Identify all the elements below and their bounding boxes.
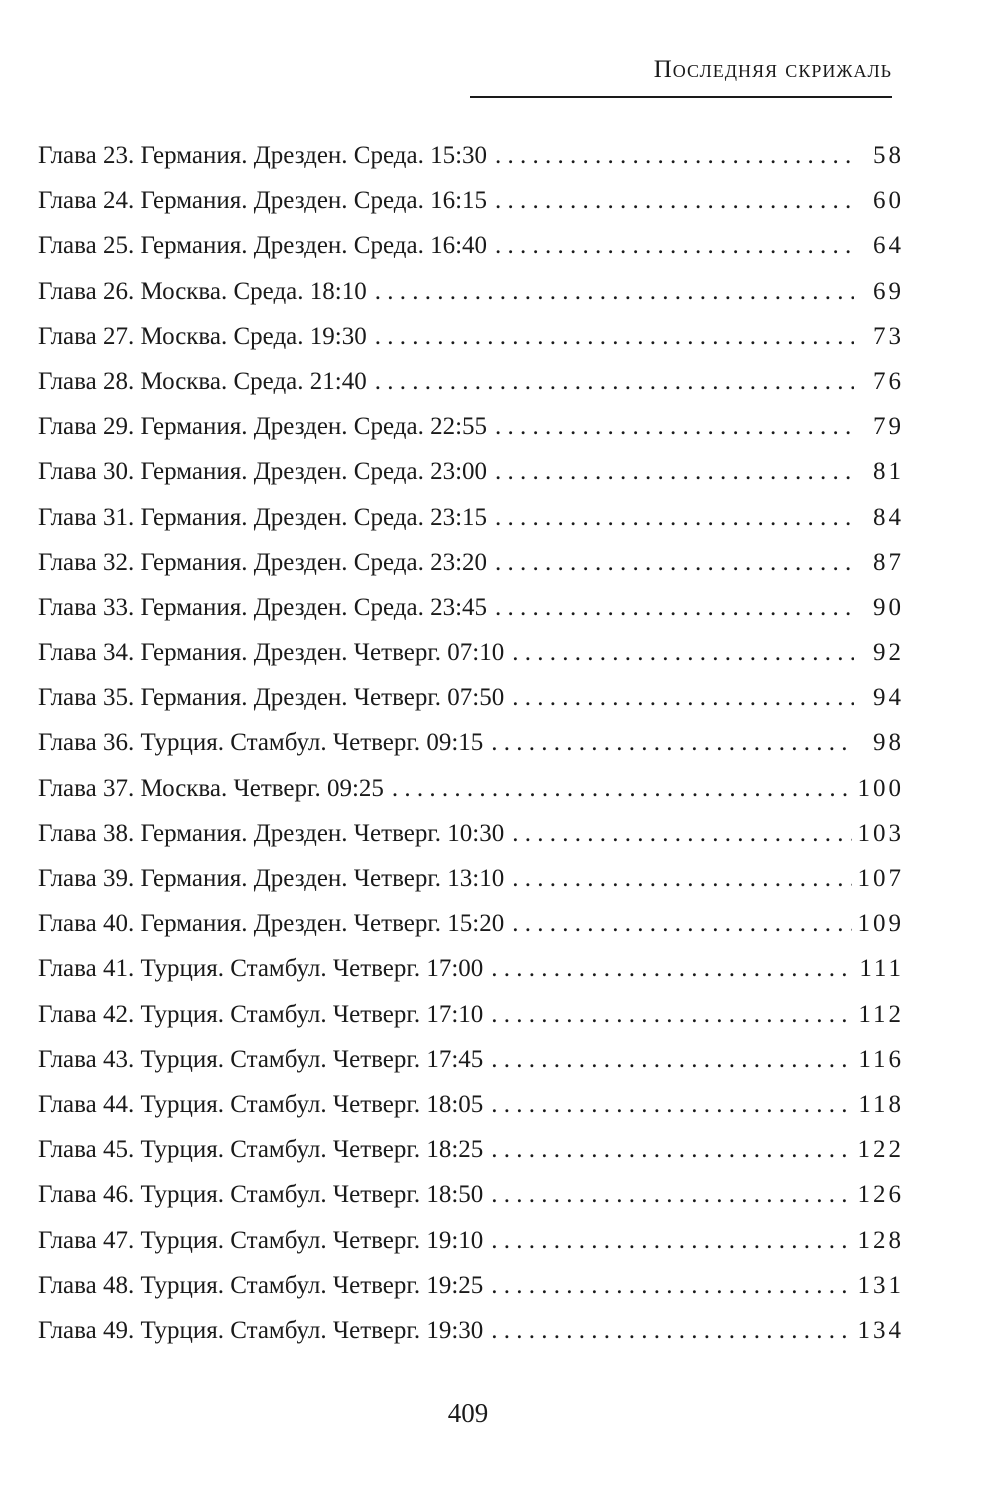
toc-entry <box>38 1091 904 1136</box>
toc-entry-page: 126 <box>857 1181 904 1209</box>
toc-dot-leader <box>495 187 854 215</box>
toc-entry-page: 128 <box>857 1226 904 1254</box>
page-number: 409 <box>447 1398 489 1428</box>
toc-entry-page: 116 <box>858 1045 904 1073</box>
toc-entry-page: 90 <box>873 593 904 621</box>
toc-entry <box>38 1181 904 1226</box>
toc-entry-page: 94 <box>873 684 904 712</box>
toc-entry-title: Глава 24. Германия. Дрезден. Среда. 16:15 <box>38 187 488 215</box>
toc-entry <box>38 1136 904 1181</box>
toc-dot-leader <box>495 594 854 622</box>
toc-dot-leader <box>495 413 854 441</box>
toc-entry <box>38 594 904 639</box>
toc-entry <box>38 1317 904 1362</box>
toc-entry-title: Глава 39. Германия. Дрезден. Четверг. 13:10 <box>38 865 505 892</box>
toc-entry <box>38 187 904 232</box>
toc-dot-leader <box>495 142 854 170</box>
toc-entry-page: 100 <box>857 774 904 802</box>
toc-entry-title: Глава 47. Турция. Стамбул. Четверг. 19:10 <box>38 1226 484 1254</box>
toc-dot-leader <box>375 323 854 351</box>
toc-entry-title: Глава 23. Германия. Дрезден. Среда. 15:30 <box>38 142 488 169</box>
toc-dot-leader <box>375 368 854 396</box>
toc-entry-title: Глава 25. Германия. Дрезден. Среда. 16:40 <box>38 232 488 260</box>
toc-entry-page: 131 <box>857 1271 904 1299</box>
toc-dot-leader <box>392 775 852 803</box>
toc-entry-page: 112 <box>858 1000 904 1028</box>
toc-entry-title: Глава 35. Германия. Дрезден. Четверг. 07:50 <box>38 684 505 712</box>
toc-entry-page: 64 <box>873 232 904 260</box>
toc-entry <box>38 1046 904 1091</box>
toc-entry-page: 58 <box>873 142 904 169</box>
toc-entry <box>38 368 904 413</box>
toc-dot-leader <box>512 639 854 667</box>
toc-dot-leader <box>491 1317 851 1345</box>
toc-entry-page: 79 <box>873 413 904 441</box>
toc-entry-title: Глава 28. Москва. Среда. 21:40 <box>38 367 367 395</box>
toc-dot-leader <box>495 549 854 577</box>
toc-entry <box>38 865 904 910</box>
toc-entry-page: 84 <box>873 503 904 531</box>
toc-entry-title: Глава 27. Москва. Среда. 19:30 <box>38 322 367 350</box>
toc-entry <box>38 1272 904 1317</box>
running-header: Последняя скрижаль <box>653 56 892 83</box>
toc-entry <box>38 1227 904 1272</box>
toc-entry-title: Глава 34. Германия. Дрезден. Четверг. 07:10 <box>38 639 505 667</box>
toc-entry <box>38 910 904 955</box>
toc-entry <box>38 142 904 187</box>
table-of-contents <box>38 142 904 1362</box>
toc-entry-page: 103 <box>857 819 904 847</box>
toc-dot-leader <box>512 865 851 893</box>
toc-dot-leader <box>491 1181 851 1209</box>
header-rule <box>470 96 892 98</box>
toc-entry-title: Глава 40. Германия. Дрезден. Четверг. 15:20 <box>38 910 505 938</box>
toc-entry-title: Глава 41. Турция. Стамбул. Четверг. 17:00 <box>38 955 484 983</box>
toc-entry-page: 111 <box>859 955 904 983</box>
toc-entry-title: Глава 26. Москва. Среда. 18:10 <box>38 277 367 305</box>
toc-entry <box>38 549 904 594</box>
toc-entry <box>38 323 904 368</box>
toc-dot-leader <box>491 1046 852 1074</box>
toc-entry-page: 134 <box>857 1316 904 1344</box>
toc-dot-leader <box>491 1091 852 1119</box>
toc-dot-leader <box>512 820 851 848</box>
toc-dot-leader <box>512 684 854 712</box>
toc-entry-page: 118 <box>858 1090 904 1118</box>
toc-entry-title: Глава 32. Германия. Дрезден. Среда. 23:20 <box>38 548 488 576</box>
toc-entry <box>38 820 904 865</box>
toc-entry-title: Глава 46. Турция. Стамбул. Четверг. 18:50 <box>38 1181 484 1209</box>
toc-entry-page: 76 <box>873 367 904 395</box>
toc-dot-leader <box>512 910 851 938</box>
toc-entry <box>38 1001 904 1046</box>
toc-entry-page: 60 <box>873 187 904 215</box>
toc-dot-leader <box>491 1227 851 1255</box>
toc-entry-page: 107 <box>857 865 904 892</box>
toc-entry-page: 87 <box>873 548 904 576</box>
toc-entry <box>38 278 904 323</box>
toc-dot-leader <box>495 458 854 486</box>
toc-entry-title: Глава 45. Турция. Стамбул. Четверг. 18:25 <box>38 1136 484 1164</box>
toc-entry-title: Глава 33. Германия. Дрезден. Среда. 23:45 <box>38 593 488 621</box>
toc-dot-leader <box>491 1136 851 1164</box>
toc-entry-title: Глава 48. Турция. Стамбул. Четверг. 19:25 <box>38 1271 484 1299</box>
toc-dot-leader <box>375 278 854 306</box>
toc-dot-leader <box>491 1272 851 1300</box>
toc-entry-page: 122 <box>857 1136 904 1164</box>
toc-entry-page: 73 <box>873 322 904 350</box>
toc-entry-page: 69 <box>873 277 904 305</box>
toc-dot-leader <box>495 504 854 532</box>
toc-entry-title: Глава 49. Турция. Стамбул. Четверг. 19:30 <box>38 1316 484 1344</box>
toc-entry-title: Глава 37. Москва. Четверг. 09:25 <box>38 774 384 802</box>
toc-entry <box>38 955 904 1000</box>
toc-dot-leader <box>491 1001 852 1029</box>
toc-entry <box>38 775 904 820</box>
toc-entry <box>38 504 904 549</box>
toc-entry-title: Глава 44. Турция. Стамбул. Четверг. 18:05 <box>38 1090 484 1118</box>
toc-entry <box>38 639 904 684</box>
toc-entry <box>38 684 904 729</box>
toc-entry-title: Глава 29. Германия. Дрезден. Среда. 22:55 <box>38 413 488 441</box>
toc-dot-leader <box>495 232 854 260</box>
toc-entry-title: Глава 43. Турция. Стамбул. Четверг. 17:45 <box>38 1045 484 1073</box>
toc-entry <box>38 729 904 774</box>
toc-entry-title: Глава 36. Турция. Стамбул. Четверг. 09:15 <box>38 729 484 757</box>
toc-entry <box>38 413 904 458</box>
toc-dot-leader <box>491 729 854 757</box>
toc-entry-page: 109 <box>857 910 904 938</box>
toc-dot-leader <box>491 955 853 983</box>
toc-entry-title: Глава 30. Германия. Дрезден. Среда. 23:00 <box>38 458 488 486</box>
toc-entry-title: Глава 38. Германия. Дрезден. Четверг. 10:30 <box>38 819 505 847</box>
toc-entry-page: 98 <box>873 729 904 757</box>
toc-entry-title: Глава 42. Турция. Стамбул. Четверг. 17:10 <box>38 1000 484 1028</box>
toc-entry <box>38 232 904 277</box>
toc-entry-page: 92 <box>873 639 904 667</box>
toc-entry-page: 81 <box>873 458 904 486</box>
toc-entry <box>38 458 904 503</box>
toc-entry-title: Глава 31. Германия. Дрезден. Среда. 23:15 <box>38 503 488 531</box>
